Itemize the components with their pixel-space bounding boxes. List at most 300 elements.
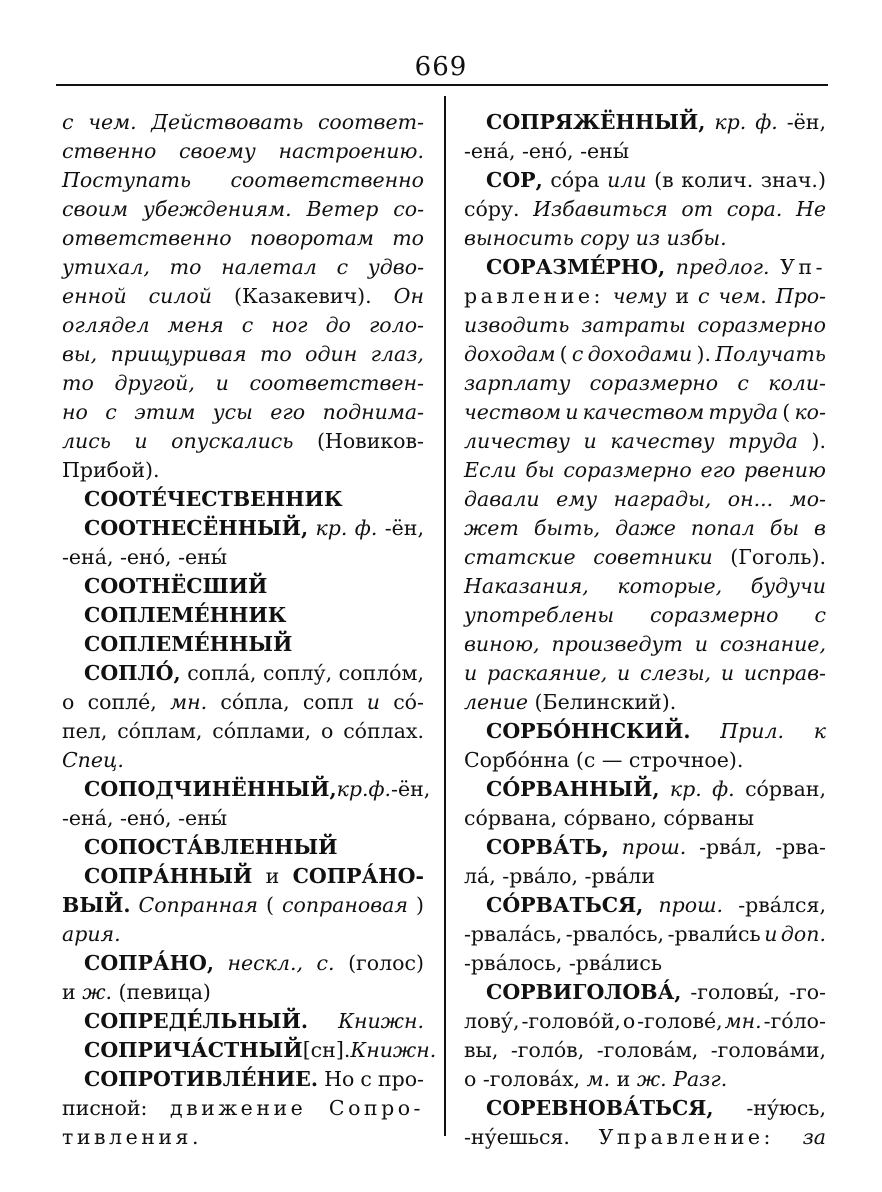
text-word: бы [525, 458, 555, 482]
text-word: Управление: [598, 1125, 774, 1149]
text-word: ). [696, 342, 711, 366]
text-word: сопла́, [187, 661, 257, 685]
text-word: Поступать [62, 168, 192, 192]
text-segment: ж. Разг. [636, 1067, 728, 1091]
text-line [62, 514, 424, 543]
text-word: нескл., [227, 951, 303, 975]
text-word: ф. [712, 777, 735, 801]
text-run [464, 804, 754, 833]
text-word: -голове́, [637, 1009, 723, 1033]
text-word: сора. [726, 197, 783, 221]
text-line [62, 1123, 424, 1152]
text-word: статские [464, 545, 576, 569]
text-word: ему [556, 487, 598, 511]
text-line [464, 282, 826, 311]
text-segment: -ена́, -ено́, -ены́ [62, 545, 228, 569]
text-word: со́- [393, 690, 424, 714]
text-word: ко- [794, 400, 826, 424]
text-word: [сн]. [302, 1038, 351, 1062]
text-word: Книжн. [350, 1038, 437, 1062]
text-word: чем. [718, 284, 767, 308]
text-word: (голос) [348, 951, 424, 975]
text-word: ф. [755, 110, 778, 134]
text-word: Про- [775, 284, 826, 308]
text-line [464, 369, 826, 398]
text-line [62, 108, 424, 137]
text-line [62, 1036, 437, 1065]
text-word: исправ- [743, 661, 826, 685]
text-line [62, 746, 424, 775]
text-run [84, 572, 267, 601]
text-line [464, 630, 826, 659]
text-run [464, 862, 655, 891]
text-word: труда [728, 429, 798, 453]
text-word: и [617, 661, 631, 685]
text-word: будучи [750, 574, 826, 598]
text-word: и [583, 429, 597, 453]
text-word: прищуривая [110, 342, 247, 366]
text-line [464, 514, 826, 543]
text-word: кр. [669, 777, 702, 801]
text-word: доходами [587, 342, 693, 366]
text-word: силой [148, 284, 212, 308]
text-run [464, 137, 629, 166]
text-word: -го́ло- [763, 1009, 826, 1033]
text-line [62, 137, 424, 166]
text-line [464, 166, 826, 195]
text-word: с [571, 342, 584, 366]
text-line [62, 688, 424, 717]
text-word: изводить [464, 313, 570, 337]
text-line [464, 253, 826, 282]
headword: СООТНЕСЁННЫЙ, [84, 516, 309, 540]
text-word: мн. [170, 690, 208, 714]
text-word: Наказания, [464, 574, 589, 598]
headword: ВЫЙ. [62, 893, 131, 917]
text-word: качеству [610, 429, 715, 453]
text-word: опускались [171, 429, 294, 453]
text-line [62, 195, 424, 224]
text-word: -рвала́сь, [464, 922, 563, 946]
text-word: лись [62, 429, 111, 453]
text-run [84, 630, 292, 659]
text-line [464, 601, 826, 630]
text-segment: (певица) [112, 980, 211, 1004]
text-run [62, 920, 121, 949]
text-word: чеством [464, 400, 562, 424]
text-line [464, 920, 826, 949]
text-segment: -ена́, -ено́, -ены́ [464, 139, 630, 163]
text-word: и [764, 922, 778, 946]
text-word: настроению. [278, 139, 424, 163]
text-line [464, 949, 826, 978]
headword: СОПРА́НО, [84, 951, 215, 975]
text-segment: м. [586, 1067, 611, 1091]
text-line [62, 601, 424, 630]
text-word: налетал [221, 255, 317, 279]
text-word: труда [708, 400, 779, 424]
text-word: с [336, 255, 349, 279]
text-line [62, 978, 424, 1007]
text-word: с [360, 1067, 372, 1091]
headword: СОРВА́ТЬ, [486, 835, 609, 859]
text-word: соответствен- [249, 371, 424, 395]
text-word: с [241, 313, 254, 337]
text-word: со́плах. [343, 719, 424, 743]
text-word: его [700, 458, 736, 482]
text-word: (в [654, 168, 674, 192]
text-line [62, 862, 424, 891]
text-word: своему [179, 139, 256, 163]
text-word: -ну́ешься. [464, 1125, 570, 1149]
headword: СОПРЕДЕ́ЛЬНЫЙ. [84, 1009, 308, 1033]
text-word: от [681, 197, 714, 221]
text-segment: о -голова́х, [464, 1067, 587, 1091]
text-word: Сопранная [138, 893, 258, 917]
text-word: прош. [621, 835, 687, 859]
text-word: жет [464, 516, 519, 540]
text-segment: Спец. [62, 748, 124, 772]
text-word: и [464, 661, 478, 685]
text-word: сознание, [719, 632, 826, 656]
text-line [464, 572, 826, 601]
text-line [464, 659, 826, 688]
text-line [464, 862, 826, 891]
text-line [62, 1094, 424, 1123]
text-line [464, 427, 826, 456]
text-word: -рвало́сь, [565, 922, 665, 946]
text-segment: и [610, 1067, 637, 1091]
text-word: движение [170, 1096, 307, 1120]
text-word: про- [377, 1067, 424, 1091]
text-word: о [320, 719, 334, 743]
headword: СООТНЁСШИЙ [84, 574, 268, 598]
text-word: -го- [789, 980, 826, 1004]
text-line [62, 340, 424, 369]
text-line [464, 311, 826, 340]
text-word: чем. [88, 110, 137, 134]
text-word: то [259, 342, 292, 366]
text-word: поворотам [249, 226, 374, 250]
text-segment: Прибой). [62, 458, 160, 482]
text-word: -ён, [391, 777, 431, 801]
column-divider [444, 96, 446, 1136]
text-line [62, 398, 424, 427]
text-word: Получать [715, 342, 826, 366]
text-word: он... [727, 487, 774, 511]
text-word: кр. [315, 516, 348, 540]
text-word: бы [769, 516, 800, 540]
text-word: -рва́л, [699, 835, 763, 859]
text-line [62, 775, 431, 804]
text-word: его [270, 400, 306, 424]
text-word: Если [464, 458, 517, 482]
headword: СОПЛО́, [84, 661, 181, 685]
headword: СОПРИЧА́СТНЫЙ [84, 1038, 303, 1062]
text-word: о [622, 1009, 636, 1033]
text-word: Прил. [720, 719, 785, 743]
text-run [464, 949, 662, 978]
text-word: до [325, 313, 351, 337]
text-word: ( [559, 342, 568, 366]
text-line [464, 833, 826, 862]
text-line [62, 253, 424, 282]
text-line [62, 891, 424, 920]
text-word: сопл [302, 690, 354, 714]
text-word: сопло́м, [338, 661, 424, 685]
text-word: со́ру. [464, 197, 520, 221]
text-word: награды, [613, 487, 712, 511]
headword: СОПЛЕМЕ́ННИК [84, 603, 287, 627]
text-line [62, 543, 424, 572]
text-word: и [366, 690, 380, 714]
text-segment: -ена́, -ено́, -ены́ [62, 806, 228, 830]
text-word: со́рван, [745, 777, 826, 801]
text-word: Ветер [306, 197, 379, 221]
text-segment: ла́, -рва́ло, -рва́ли [464, 864, 655, 888]
text-word: о [62, 690, 75, 714]
text-word: с [105, 400, 117, 424]
text-word: усы [212, 400, 253, 424]
text-word: попал [690, 516, 755, 540]
text-word: -ну́юсь, [746, 1096, 826, 1120]
text-word: (Казакевич). [233, 284, 372, 308]
text-word: -рвали́сь [667, 922, 761, 946]
text-word: быть, [533, 516, 601, 540]
text-word: вы, [62, 342, 98, 366]
text-word: -голо́в, [510, 1038, 585, 1062]
text-segment: и [62, 980, 83, 1004]
headword: СОРЕВНОВА́ТЬСЯ, [486, 1096, 714, 1120]
text-segment: выносить сору из избы. [464, 226, 727, 250]
text-run [62, 746, 124, 775]
text-word: -голово́й, [521, 1009, 621, 1033]
text-word: со́плами, [212, 719, 312, 743]
text-word: с [698, 284, 710, 308]
text-word: в [814, 516, 826, 540]
text-word: с [814, 603, 826, 627]
text-word: сопрановая [282, 893, 408, 917]
text-segment: Сорбо́нна (с — строчное). [464, 748, 744, 772]
text-word: другой, [114, 371, 195, 395]
text-word: с. [316, 951, 335, 975]
text-line [464, 398, 826, 427]
headword: СОРВИГОЛОВА́, [486, 980, 682, 1004]
text-run [84, 601, 286, 630]
text-word: но [62, 400, 88, 424]
header-rule [56, 84, 828, 86]
text-word: меня [167, 313, 224, 337]
text-line [62, 369, 424, 398]
text-word: ( [782, 400, 791, 424]
text-word: поднима- [322, 400, 424, 424]
text-word: с [737, 371, 749, 395]
text-word: глаз, [370, 342, 424, 366]
text-line [464, 195, 826, 224]
text-line [464, 1094, 826, 1123]
text-word: -голова́м, [596, 1038, 699, 1062]
text-word: и [215, 371, 229, 395]
text-word: колич. [681, 168, 754, 192]
text-word: ответственно [62, 226, 232, 250]
text-segment: -рва́лось, -рва́лись [464, 951, 662, 975]
headword: СОПРОТИВЛЕ́НИЕ. [84, 1067, 319, 1091]
text-word: и [265, 864, 280, 888]
text-word: то [62, 371, 94, 395]
headword: СО́РВАТЬСЯ, [486, 893, 644, 917]
text-word: ( [265, 893, 274, 917]
text-run [464, 688, 676, 717]
text-line [62, 804, 424, 833]
text-word: мн. [724, 1009, 762, 1033]
text-word: ног [271, 313, 308, 337]
text-word: ственно [62, 139, 157, 163]
text-word: Уп- [780, 255, 826, 279]
text-word: которые, [617, 574, 723, 598]
text-run [464, 1065, 727, 1094]
text-word: один [305, 342, 358, 366]
text-run [464, 746, 743, 775]
text-word: со́плам, [117, 719, 203, 743]
text-word: мо- [789, 487, 826, 511]
text-line [464, 746, 826, 775]
text-line [464, 717, 826, 746]
text-run [84, 485, 343, 514]
text-word: качеством [582, 400, 705, 424]
text-word: пел, [62, 719, 108, 743]
text-line [464, 1007, 826, 1036]
text-word: даже [615, 516, 676, 540]
text-line [464, 978, 826, 1007]
text-word: коли- [768, 371, 826, 395]
text-word: ф. [354, 516, 378, 540]
text-word: Но [324, 1067, 355, 1091]
text-word: Действовать [151, 110, 304, 134]
page-number: 669 [414, 52, 468, 82]
text-segment: ление [464, 690, 535, 714]
text-run [62, 978, 211, 1007]
text-run [62, 456, 160, 485]
text-line [464, 688, 826, 717]
text-word: то [392, 226, 424, 250]
text-line [62, 427, 424, 456]
text-word: со́пла, [220, 690, 290, 714]
text-line [464, 485, 826, 514]
text-line [464, 137, 826, 166]
text-word: Он [393, 284, 424, 308]
headword: СОРАЗМЕ́РНО, [486, 255, 666, 279]
text-word: зарплату [464, 371, 571, 395]
text-word: чему [612, 284, 667, 308]
text-word: -ён, [384, 516, 424, 540]
headword: СОПОСТА́ВЛЕННЫЙ [84, 835, 338, 859]
text-line [62, 833, 424, 862]
text-word: или [607, 168, 647, 192]
text-word: к [813, 719, 826, 743]
text-segment: тивления. [62, 1125, 202, 1149]
headword: СОР, [486, 168, 543, 192]
text-word: советники [593, 545, 713, 569]
right-column [464, 108, 826, 1152]
text-line [62, 485, 424, 514]
text-line [464, 108, 826, 137]
text-word: соразмерно [589, 371, 719, 395]
text-word: доходам [464, 342, 556, 366]
text-word: своим [62, 197, 128, 221]
text-word: знач.) [760, 168, 826, 192]
text-word: -головы́, [690, 980, 781, 1004]
text-word: предлог. [675, 255, 770, 279]
text-word: голо- [368, 313, 424, 337]
text-line [464, 224, 826, 253]
text-segment: со́рвана, со́рвано, со́рваны [464, 806, 755, 830]
text-word: давали [464, 487, 540, 511]
text-word: и [565, 400, 579, 424]
text-line [62, 456, 424, 485]
text-word: Сопро- [328, 1096, 424, 1120]
text-word: то [169, 255, 202, 279]
text-word: доп. [780, 922, 826, 946]
text-word: и [694, 632, 708, 656]
text-word: равление: [464, 284, 604, 308]
text-word: -рва́лся, [738, 893, 826, 917]
text-run [62, 543, 227, 572]
text-line [62, 282, 424, 311]
text-line [62, 166, 424, 195]
text-run [84, 833, 337, 862]
text-word: затраты [581, 313, 686, 337]
text-word: удво- [367, 255, 424, 279]
text-word: соразмерно [650, 603, 779, 627]
text-line [464, 340, 826, 369]
text-word: личеству [464, 429, 570, 453]
text-line [464, 804, 826, 833]
headword: СОРБО́ННСКИЙ. [486, 719, 691, 743]
text-word: -ён, [786, 110, 826, 134]
text-segment: ж. [82, 980, 113, 1004]
text-line [62, 1065, 424, 1094]
text-word: и [720, 661, 735, 685]
text-line [464, 543, 826, 572]
text-word: слезы, [640, 661, 712, 685]
text-word: Не [795, 197, 826, 221]
text-line [464, 1065, 826, 1094]
text-line [62, 717, 424, 746]
text-word: прош. [658, 893, 724, 917]
text-word: этим [134, 400, 196, 424]
text-word: Избавиться [533, 197, 668, 221]
text-word: убеждениям. [142, 197, 292, 221]
text-line [62, 1007, 424, 1036]
text-line [62, 572, 424, 601]
text-word: с [62, 110, 74, 134]
text-line [464, 1036, 826, 1065]
text-run [62, 1123, 202, 1152]
text-line [464, 456, 826, 485]
text-word: соответственно [230, 168, 424, 192]
text-word: раскаяние, [487, 661, 608, 685]
text-line [62, 659, 424, 688]
text-word: (Гоголь). [730, 545, 826, 569]
headword: СОПОДЧИНЁННЫЙ, [84, 777, 337, 801]
text-word: лову́, [464, 1009, 520, 1033]
text-word: -рва- [775, 835, 826, 859]
text-word: вы, [464, 1038, 499, 1062]
text-word: соразмерно [563, 458, 692, 482]
text-word: енной [62, 284, 127, 308]
text-line [62, 311, 424, 340]
text-word: произведут [551, 632, 683, 656]
